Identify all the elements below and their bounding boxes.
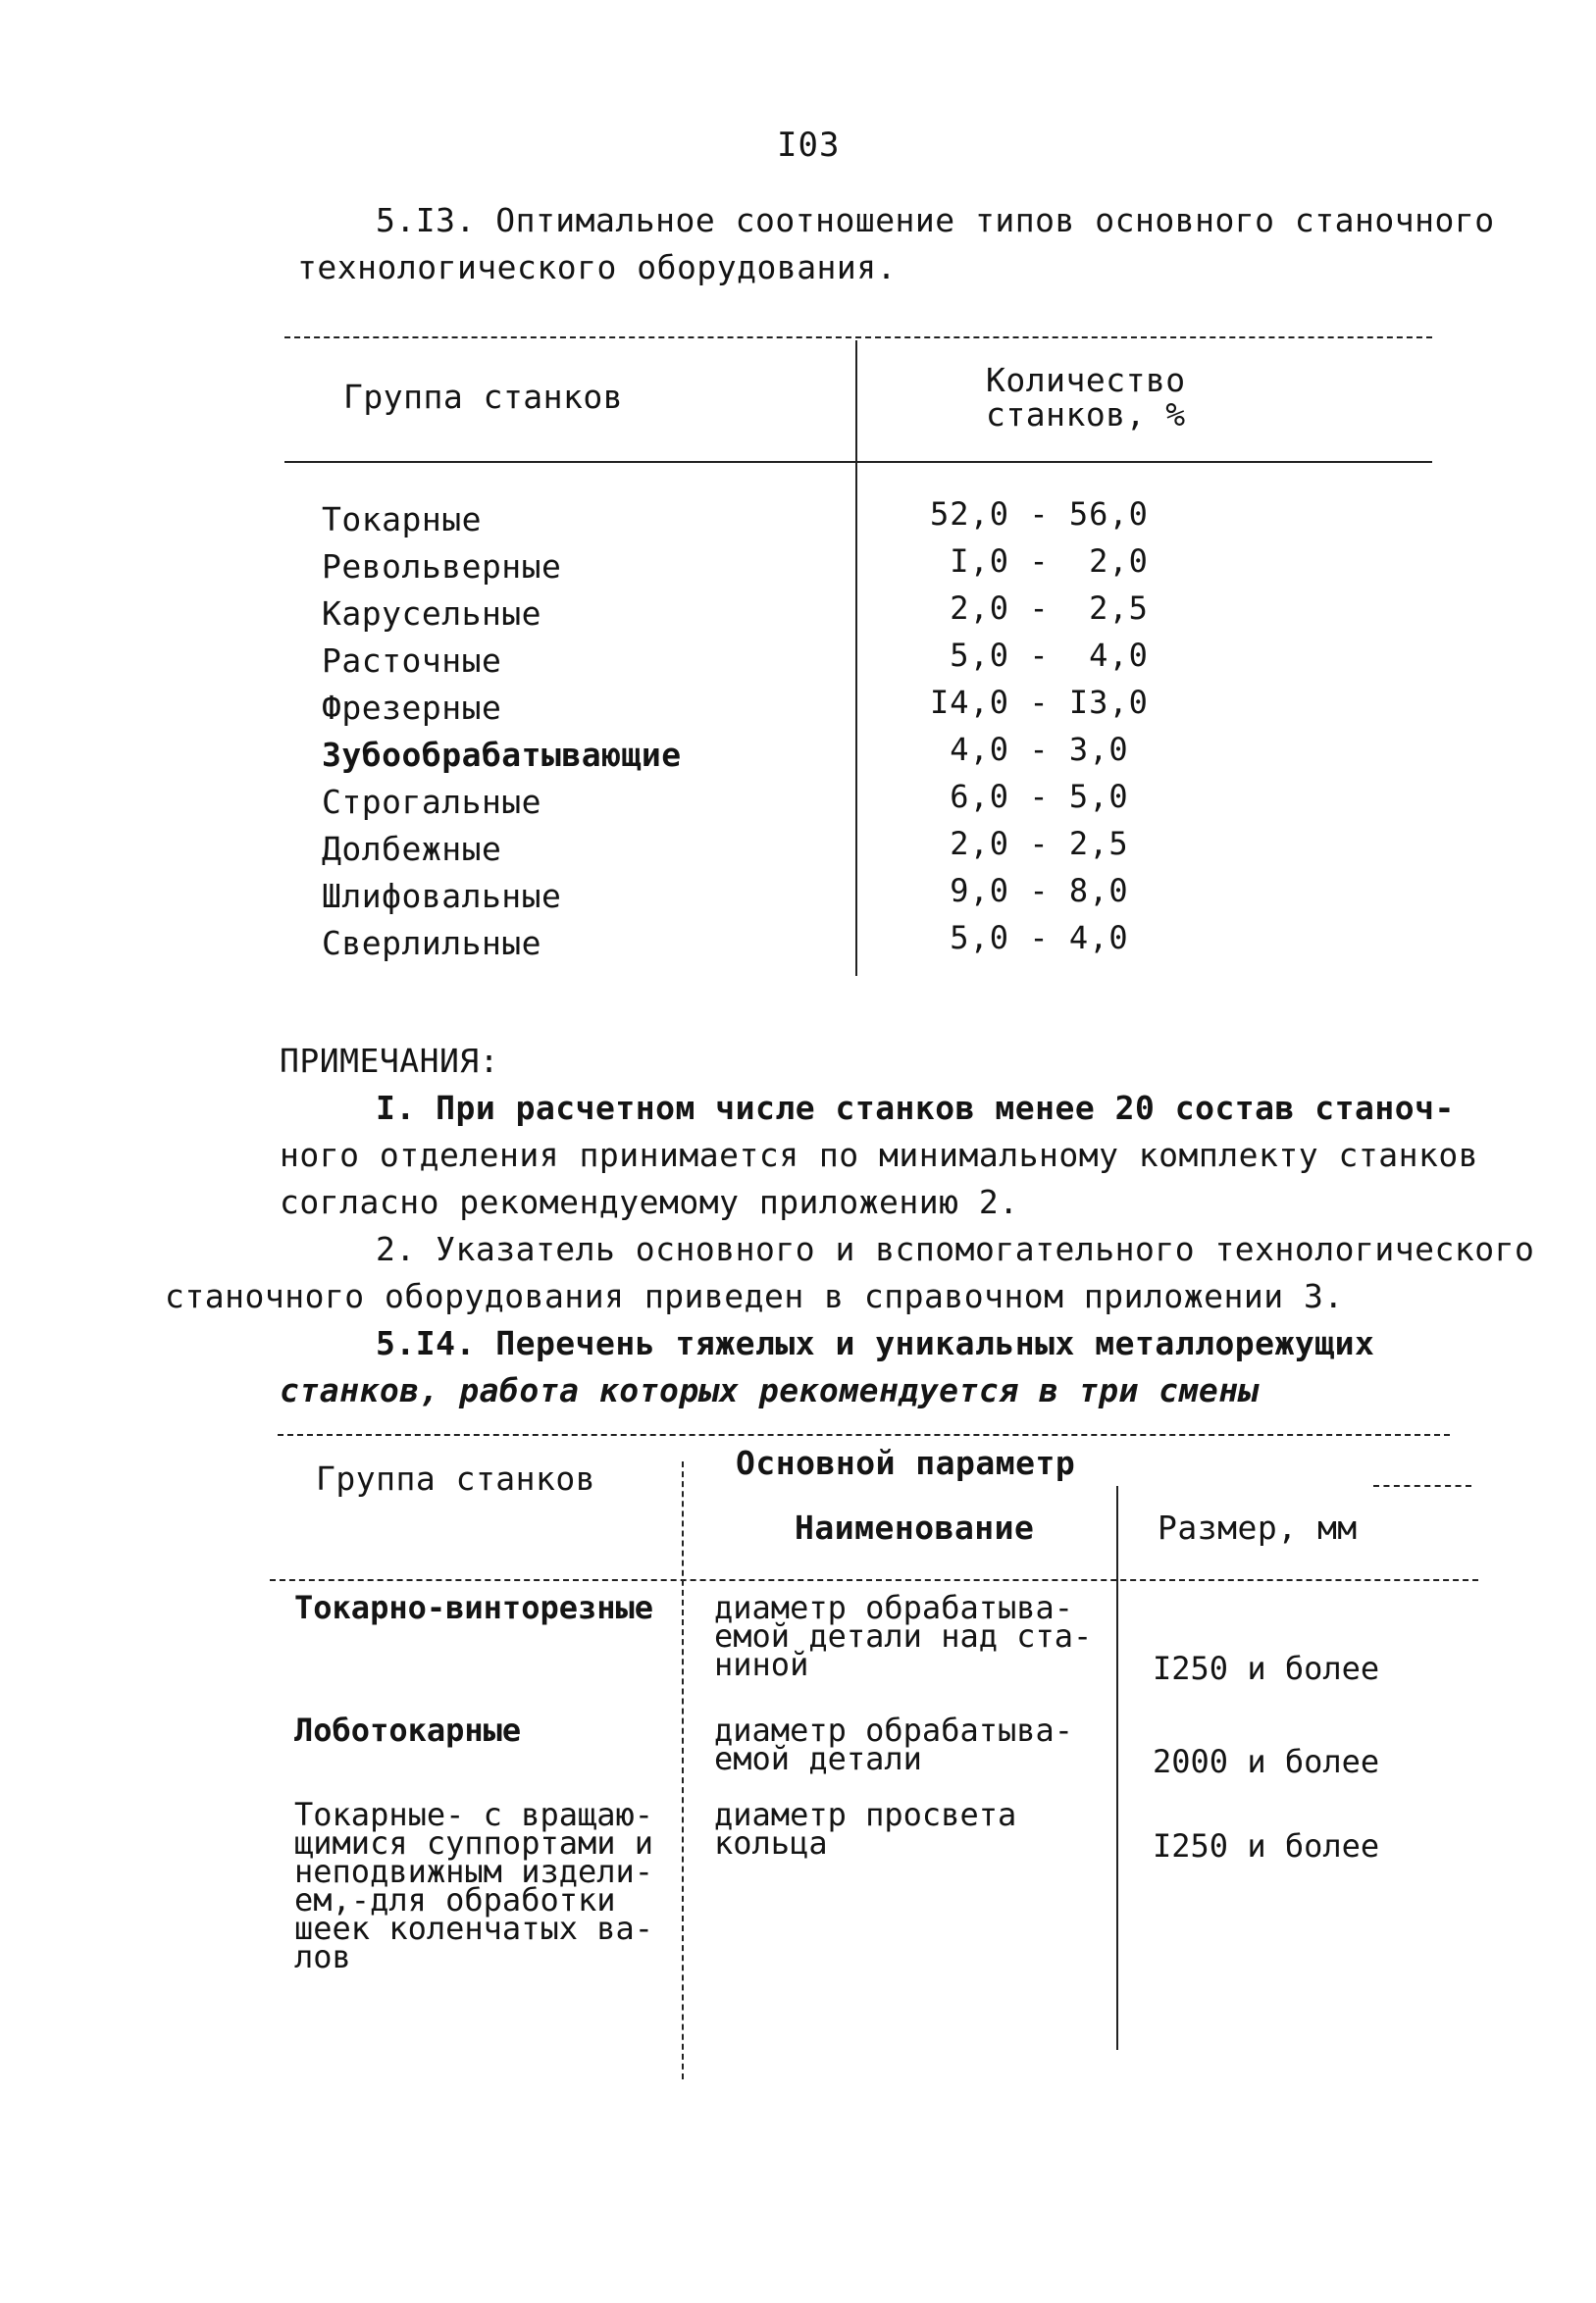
section-5-14-line2: станков, работа которых рекомендуется в три смены — [280, 1371, 1260, 1409]
note-2-line1: 2. Указатель основного и вспомогательного технологического — [376, 1230, 1535, 1268]
section-5-13-line1: 5.I3. Оптимальное соотношение типов основного станочного — [376, 201, 1495, 239]
table2-divider-1 — [682, 1461, 684, 2079]
table1-row-name: Шлифовальные — [322, 877, 562, 915]
table1-row-range: I4,0 - I3,0 — [930, 684, 1149, 721]
table2-row-param: диаметр обрабатыва- емой детали — [714, 1712, 1074, 1777]
table2-row-group: Токарные- с вращаю- щимися суппортами и неподвижным издели- ем,-для обработки шеек коленчатых ва- лов — [294, 1796, 654, 1975]
table2-header-rule — [270, 1579, 1478, 1581]
table1-row-name: Фрезерные — [322, 689, 502, 727]
table1-row-range: 9,0 - 8,0 — [930, 872, 1129, 909]
section-5-13-line2: технологического оборудования. — [297, 248, 898, 286]
note-2-line2: станочного оборудования приведен в справочном приложении 3. — [165, 1277, 1344, 1315]
table1-row-name: Карусельные — [322, 594, 542, 633]
table2-row-param: диаметр обрабатыва- емой детали над ста- ниной — [714, 1589, 1093, 1683]
table2-row-param: диаметр просвета кольца — [714, 1796, 1017, 1862]
table1-row-range: 2,0 - 2,5 — [930, 589, 1149, 627]
table2-divider-2 — [1116, 1486, 1118, 2050]
table2-col3-header: Размер, мм — [1158, 1509, 1358, 1547]
table1-col2-header-line2: станков, % — [986, 395, 1186, 434]
table1-top-rule — [284, 336, 1432, 338]
page-number: I03 — [777, 126, 841, 165]
table1-header-rule — [284, 461, 1432, 463]
note-1-line1: I. При расчетном числе станков менее 20 состав станоч- — [376, 1089, 1455, 1127]
table1-row-name: Зубообрабатывающие — [322, 736, 682, 774]
notes-heading: ПРИМЕЧАНИЯ: — [280, 1042, 500, 1080]
table1-row-range: 2,0 - 2,5 — [930, 825, 1129, 862]
table2-row-group: Токарно-винторезные — [294, 1589, 654, 1626]
table2-row-group: Лоботокарные — [294, 1712, 522, 1749]
table1-row-name: Строгальные — [322, 783, 542, 821]
table1-col1-header: Группа станков — [343, 378, 624, 416]
table2-group-header: Основной параметр — [736, 1444, 1076, 1482]
note-1-line3: согласно рекомендуемому приложению 2. — [280, 1183, 1019, 1221]
table1-row-range: I,0 - 2,0 — [930, 542, 1149, 580]
table2-col2-header: Наименование — [795, 1509, 1035, 1547]
table1-row-name: Сверлильные — [322, 924, 542, 962]
table2-row-size: I250 и более — [1153, 1827, 1380, 1865]
table1-row-name: Долбежные — [322, 830, 502, 868]
table1-row-name: Токарные — [322, 500, 482, 538]
table1-col2-header-line1: Количество — [986, 361, 1186, 399]
table2-subheader-rule — [1373, 1485, 1471, 1487]
table1-row-range: 52,0 - 56,0 — [930, 495, 1149, 533]
table1-row-range: 5,0 - 4,0 — [930, 637, 1149, 674]
note-1-line2: ного отделения принимается по минимальному комплекту станков — [280, 1136, 1479, 1174]
table2-col1-header: Группа станков — [316, 1459, 596, 1498]
table1-column-divider — [855, 340, 857, 976]
section-5-14-line1: 5.I4. Перечень тяжелых и уникальных металлорежущих — [376, 1324, 1375, 1362]
table2-top-rule — [278, 1434, 1450, 1436]
table1-row-range: 5,0 - 4,0 — [930, 919, 1129, 956]
table1-row-range: 6,0 - 5,0 — [930, 778, 1129, 815]
table1-row-name: Револьверные — [322, 547, 562, 586]
table1-row-name: Расточные — [322, 641, 502, 680]
table2-row-size: I250 и более — [1153, 1650, 1380, 1687]
table2-row-size: 2000 и более — [1153, 1743, 1380, 1780]
table1-row-range: 4,0 - 3,0 — [930, 731, 1129, 768]
